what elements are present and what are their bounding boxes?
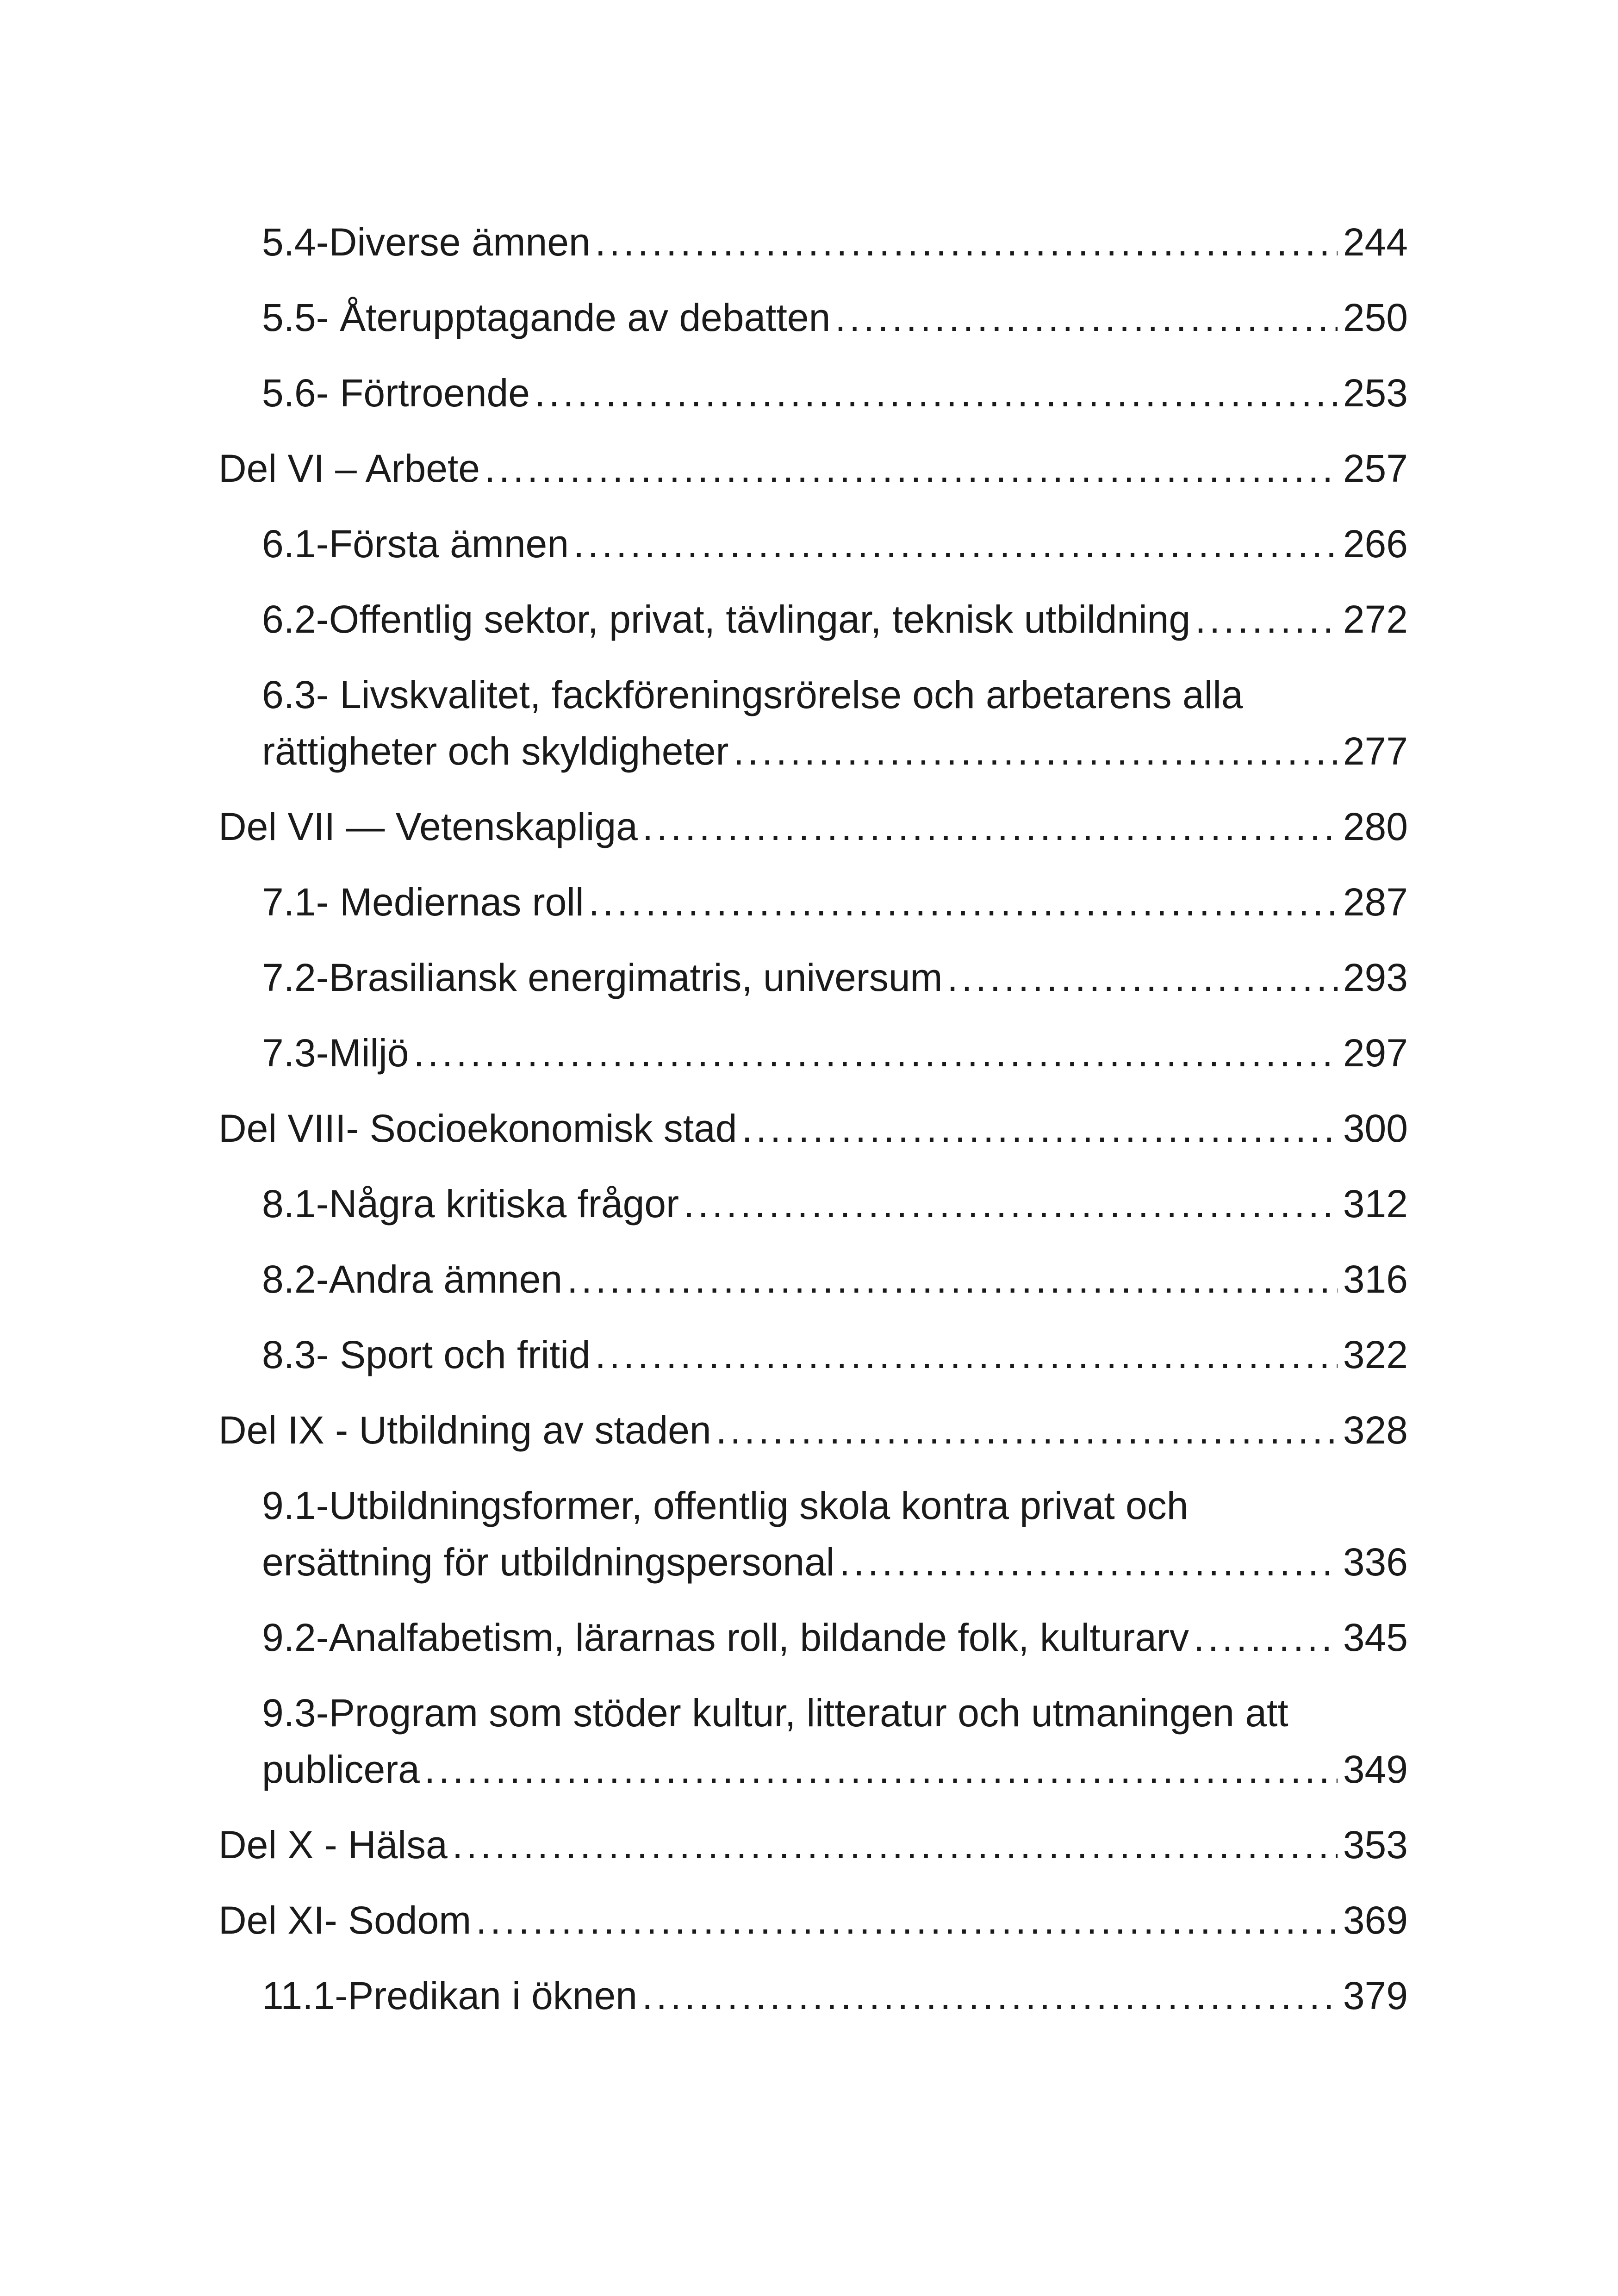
toc-page-number: 272 (1343, 597, 1408, 641)
dot-leader (589, 874, 1338, 930)
toc-entry-line (262, 1741, 1408, 1798)
dot-leader (1195, 591, 1338, 647)
toc-entry-title-line: Del VI – Arbete (218, 447, 480, 490)
dot-leader (424, 1741, 1338, 1798)
toc-part-entry (218, 1100, 1408, 1157)
toc-entry-line (262, 1326, 1408, 1383)
toc-page-number: 293 (1343, 956, 1408, 999)
toc-entry-title-line: 11.1-Predikan i öknen (262, 1974, 637, 2017)
toc-page-number: 316 (1343, 1257, 1408, 1301)
toc-page-number: 312 (1343, 1182, 1408, 1226)
toc-section-entry (218, 1176, 1408, 1232)
toc-page-number: 353 (1343, 1823, 1408, 1867)
toc-entry-line (262, 949, 1408, 1006)
dot-leader (716, 1402, 1338, 1458)
toc-entry-line (218, 1402, 1408, 1458)
toc-entry-line (262, 1609, 1408, 1666)
toc-entry-line (218, 440, 1408, 497)
toc-entry-line (262, 289, 1408, 346)
dot-leader (947, 949, 1338, 1006)
toc-entry-line (262, 874, 1408, 930)
toc-entry-line (218, 1892, 1408, 1948)
toc-entry-title-line: 6.1-Första ämnen (262, 522, 569, 566)
toc-section-entry (218, 289, 1408, 346)
dot-leader (839, 1534, 1337, 1590)
dot-leader (573, 516, 1338, 572)
toc-entry-title-line: 6.2-Offentlig sektor, privat, tävlingar, teknisk utbildning (262, 597, 1191, 641)
toc-entry-line (218, 1100, 1408, 1157)
toc-page-number: 244 (1343, 220, 1408, 264)
toc-entry-line (262, 1251, 1408, 1307)
toc-part-entry (218, 1817, 1408, 1873)
toc-page-number: 277 (1343, 729, 1408, 773)
toc-page-number: 297 (1343, 1031, 1408, 1075)
toc-entry-line (262, 591, 1408, 647)
dot-leader (835, 289, 1338, 346)
toc-page-number: 336 (1343, 1540, 1408, 1584)
toc-page-number: 257 (1343, 447, 1408, 490)
dot-leader (734, 723, 1338, 779)
toc-entry-line (262, 214, 1408, 270)
toc-entry-title-line: publicera (262, 1748, 420, 1791)
toc-entry-title-line: 5.4-Diverse ämnen (262, 220, 591, 264)
toc-entry-title-line: 9.3-Program som stöder kultur, litteratur och utmaningen att (262, 1691, 1288, 1735)
dot-leader (642, 1967, 1338, 2024)
toc-entry-title-line: Del XI- Sodom (218, 1898, 472, 1942)
toc-page-number: 345 (1343, 1616, 1408, 1659)
toc-entry-line (262, 365, 1408, 421)
toc-entry-title-line: rättigheter och skyldigheter (262, 729, 729, 773)
toc-entry-title-line: 9.1-Utbildningsformer, offentlig skola kontra privat och (262, 1484, 1189, 1527)
toc-section-entry (218, 1477, 1408, 1590)
toc-entry-title-line: 5.6- Förtroende (262, 371, 530, 415)
toc-entry-title-line: 5.5- Återupptagande av debatten (262, 296, 831, 339)
toc-entry-title-line: 8.1-Några kritiska frågor (262, 1182, 679, 1226)
toc-section-entry (218, 1251, 1408, 1307)
dot-leader (741, 1100, 1337, 1157)
dot-leader (1194, 1609, 1338, 1666)
toc-entry-title-line: 6.3- Livskvalitet, fackföreningsrörelse och arbetarens alla (262, 673, 1243, 716)
toc-section-entry (218, 1967, 1408, 2024)
dot-leader (684, 1176, 1338, 1232)
toc-section-entry (218, 516, 1408, 572)
toc-page-number: 322 (1343, 1333, 1408, 1376)
dot-leader (567, 1251, 1338, 1307)
toc-entry-title-line: 7.2-Brasiliansk energimatris, universum (262, 956, 943, 999)
toc-entry-line (262, 1534, 1408, 1590)
toc-entry-title-line: Del VIII- Socioekonomisk stad (218, 1107, 737, 1150)
toc-section-entry (218, 1609, 1408, 1666)
toc-page-number: 253 (1343, 371, 1408, 415)
dot-leader (535, 365, 1338, 421)
toc-entry-line (218, 798, 1408, 855)
toc-section-entry (218, 1326, 1408, 1383)
dot-leader (413, 1025, 1337, 1081)
toc-entry-line (262, 1025, 1408, 1081)
toc-page-number: 287 (1343, 880, 1408, 924)
toc-entry-line (262, 1176, 1408, 1232)
dot-leader (452, 1817, 1338, 1873)
toc-section-entry (218, 591, 1408, 647)
toc-entry-title-line: Del X - Hälsa (218, 1823, 448, 1867)
toc-part-entry (218, 440, 1408, 497)
dot-leader (485, 440, 1338, 497)
table-of-contents (218, 214, 1408, 2043)
dot-leader (595, 214, 1338, 270)
toc-entry-title-line: 8.2-Andra ämnen (262, 1257, 563, 1301)
toc-section-entry (218, 666, 1408, 779)
toc-page-number: 266 (1343, 522, 1408, 566)
toc-entry-title-line: 8.3- Sport och fritid (262, 1333, 591, 1376)
dot-leader (476, 1892, 1338, 1948)
toc-entry-title-line: Del VII — Vetenskapliga (218, 805, 638, 848)
toc-part-entry (218, 798, 1408, 855)
toc-entry-line (218, 1817, 1408, 1873)
toc-section-entry (218, 949, 1408, 1006)
toc-section-entry (218, 214, 1408, 270)
toc-entry-title-line: Del IX - Utbildning av staden (218, 1408, 711, 1452)
toc-entry-title-line: 7.3-Miljö (262, 1031, 409, 1075)
toc-part-entry (218, 1892, 1408, 1948)
toc-entry-title-line: 9.2-Analfabetism, lärarnas roll, bildande folk, kulturarv (262, 1616, 1189, 1659)
toc-page-number: 369 (1343, 1898, 1408, 1942)
toc-part-entry (218, 1402, 1408, 1458)
toc-section-entry (218, 365, 1408, 421)
toc-section-entry (218, 874, 1408, 930)
toc-page-number: 250 (1343, 296, 1408, 339)
toc-page-number: 280 (1343, 805, 1408, 848)
toc-section-entry (218, 1025, 1408, 1081)
toc-entry-line (262, 723, 1408, 779)
toc-entry-title-line: ersättning för utbildningspersonal (262, 1540, 835, 1584)
toc-section-entry (218, 1685, 1408, 1798)
dot-leader (642, 798, 1338, 855)
toc-entry-title-line: 7.1- Mediernas roll (262, 880, 584, 924)
toc-page-number: 328 (1343, 1408, 1408, 1452)
toc-page-number: 379 (1343, 1974, 1408, 2017)
toc-entry-line (262, 516, 1408, 572)
dot-leader (595, 1326, 1338, 1383)
toc-page-number: 300 (1343, 1107, 1408, 1150)
toc-page-number: 349 (1343, 1748, 1408, 1791)
toc-entry-line (262, 1967, 1408, 2024)
